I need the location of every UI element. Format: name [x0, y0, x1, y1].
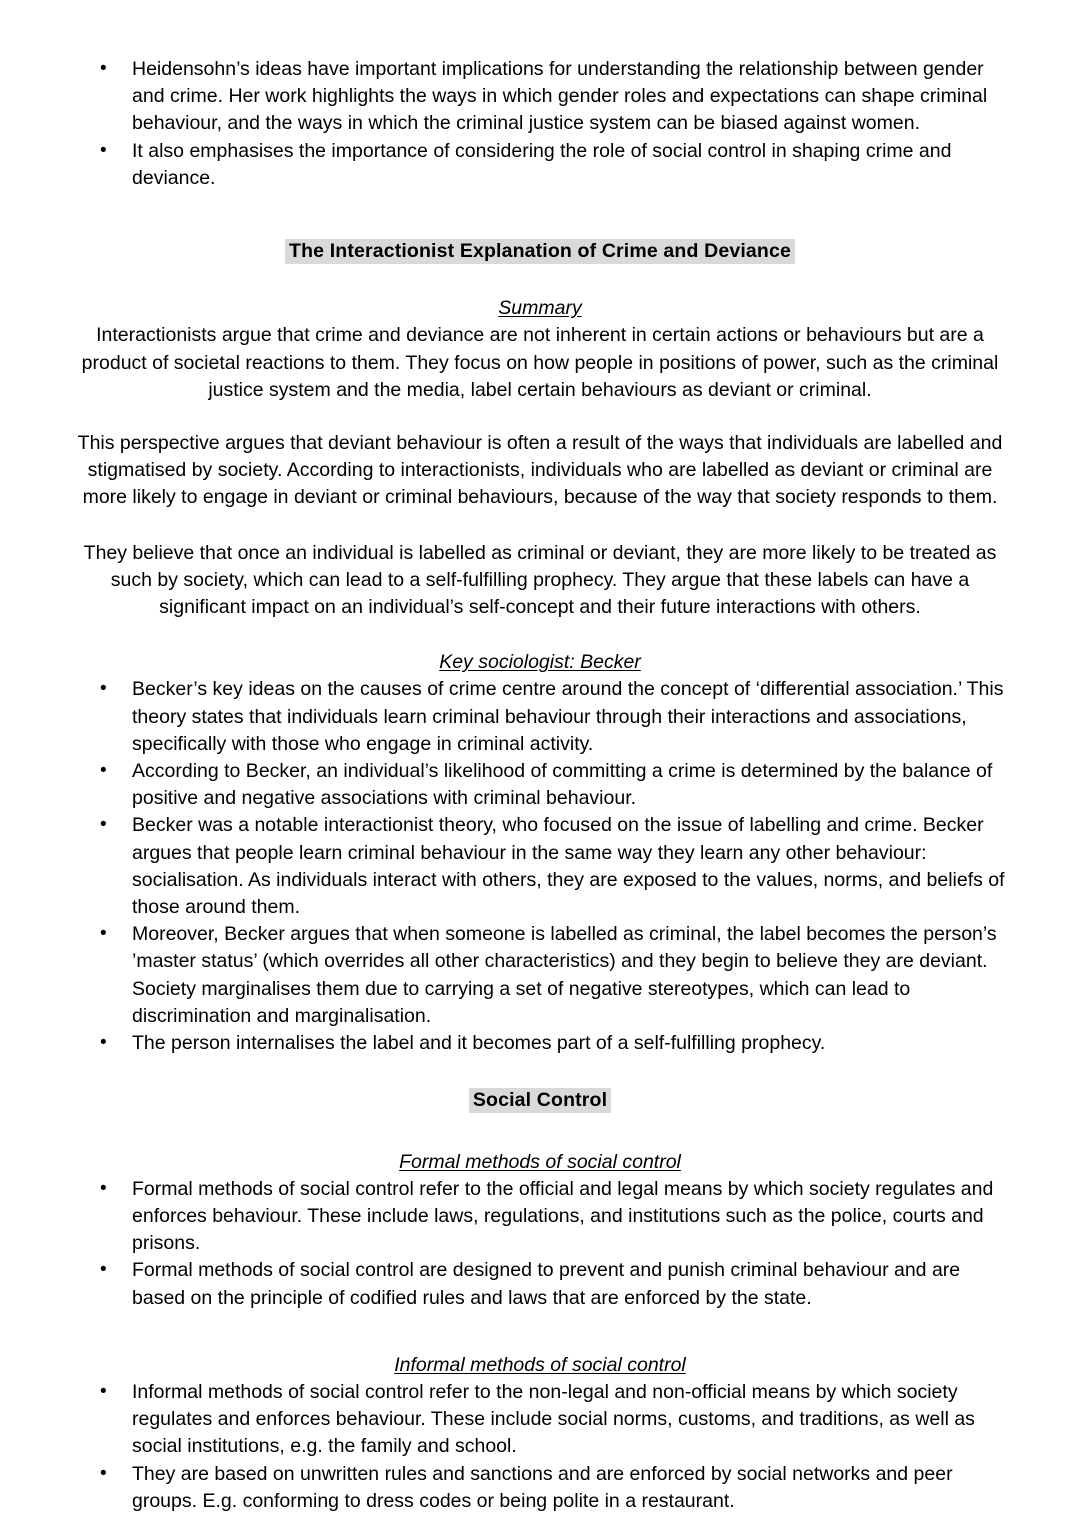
list-item: • The person internalises the label and it becomes part of a self-fulfilling prophecy. — [67, 1030, 1013, 1057]
spacer — [67, 1057, 1013, 1087]
list-item: • It also emphasises the importance of considering the role of social control in shaping crime and deviance. — [67, 138, 1013, 192]
spacer — [67, 621, 1013, 649]
spacer — [67, 265, 1013, 295]
summary-paragraph: Interactionists argue that crime and deviance are not inherent in certain actions or behaviours but are a product of societal reactions to them. They focus on how people in positions of power, such as the criminal justice system and the media, label certain behaviours as deviant or criminal. — [81, 324, 999, 401]
informal-methods-bullet-list — [67, 1379, 1013, 1515]
spacer — [67, 512, 1013, 540]
paragraph-two: This perspective argues that deviant behaviour is often a result of the ways that individuals are labelled and stigmatised by society. According to interactionists, individuals who are labelled as deviant or criminal are more likely to engage in deviant or criminal behaviours, because of the way that society responds to them. — [77, 432, 1003, 509]
sub-heading-summary — [67, 295, 1013, 322]
list-item: • They are based on unwritten rules and sanctions and are enforced by social networks and peer groups. E.g. conforming to dress codes or being polite in a restaurant. — [67, 1461, 1013, 1515]
sub-heading-formal-methods-label: Formal methods of social control — [399, 1150, 681, 1173]
list-item: • Informal methods of social control refer to the non-legal and non-official means by which society regulates and enforces behaviour. These include social norms, customs, and traditions, as well as social institutions, e.g. the family and school. — [67, 1379, 1013, 1461]
list-item: • Becker’s key ideas on the causes of crime centre around the concept of ‘differential association.’ This theory states that individuals learn criminal behaviour through their interactions and associations, specifically with those who engage in criminal activity. — [67, 676, 1013, 758]
spacer — [67, 192, 1013, 238]
intro-bullet-list — [67, 56, 1013, 192]
list-item: • According to Becker, an individual’s likelihood of committing a crime is determined by the balance of positive and negative associations with criminal behaviour. — [67, 758, 1013, 812]
sub-heading-summary-label: Summary — [498, 297, 582, 320]
section-heading-interactionist-label: The Interactionist Explanation of Crime and Deviance — [285, 239, 795, 264]
list-item: • Formal methods of social control are designed to prevent and punish criminal behaviour and are based on the principle of codified rules and laws that are enforced by the state. — [67, 1257, 1013, 1311]
formal-methods-bullet-list — [67, 1176, 1013, 1312]
list-item: • Becker was a notable interactionist theory, who focused on the issue of labelling and crime. Becker argues that people learn criminal behaviour in the same way they learn any other behaviour: socialisation. As individuals interact with others, they are exposed to the values, norms, and beliefs of those around them. — [67, 812, 1013, 921]
section-heading-social-control-label: Social Control — [469, 1088, 611, 1113]
section-heading-social-control — [67, 1087, 1013, 1114]
spacer — [67, 1312, 1013, 1352]
sub-heading-becker-label: Key sociologist: Becker — [439, 651, 641, 674]
paragraph-three: They believe that once an individual is labelled as criminal or deviant, they are more likely to be treated as such by society, which can lead to a self-fulfilling prophecy. They argue that these labels can have a significant impact on an individual’s self-concept and their future interactions with others. — [83, 541, 997, 619]
sub-heading-formal-methods — [67, 1149, 1013, 1176]
section-heading-interactionist — [67, 238, 1013, 265]
list-item: • Heidensohn’s ideas have important implications for understanding the relationship between gender and crime. Her work highlights the ways in which gender roles and expectations can shape criminal behaviour, and the ways in which the criminal justice system can be biased against women. — [67, 56, 1013, 138]
list-item: • Formal methods of social control refer to the official and legal means by which society regulates and enforces behaviour. These include laws, regulations, and institutions such as the police, courts and prisons. — [67, 1176, 1013, 1258]
sub-heading-informal-methods — [67, 1352, 1013, 1379]
becker-bullet-list — [67, 676, 1013, 1057]
sub-heading-becker — [67, 649, 1013, 676]
spacer — [67, 1115, 1013, 1149]
sub-heading-informal-methods-label: Informal methods of social control — [394, 1353, 686, 1376]
list-item: • Moreover, Becker argues that when someone is labelled as criminal, the label becomes the person’s ’master status’ (which overrides all other characteristics) and they begin to believe they are deviant. Society marginalises them due to carrying a set of negative stereotypes, which can lead to discrimination and marginalisation. — [67, 921, 1013, 1030]
spacer — [67, 404, 1013, 430]
